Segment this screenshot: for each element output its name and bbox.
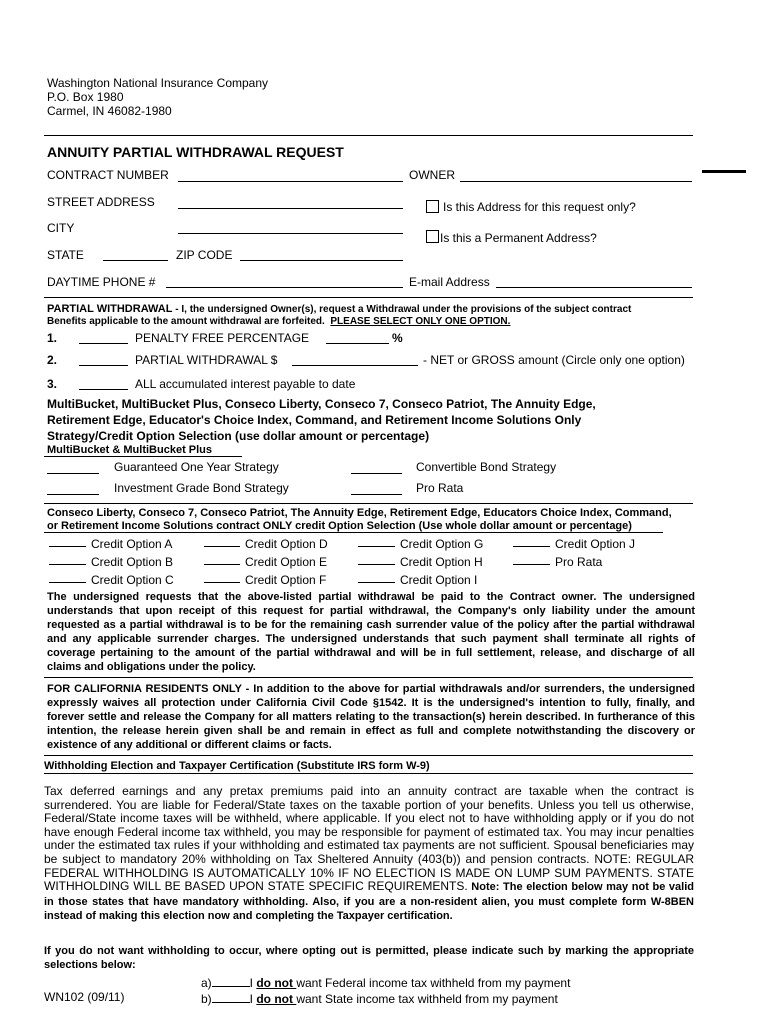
strategy-amount-field[interactable] [47, 473, 99, 474]
credit-option-field[interactable] [204, 546, 240, 547]
credit-option-field[interactable] [49, 564, 86, 565]
option-a-do-not: do not [256, 976, 297, 990]
credit-option-label: Pro Rata [555, 555, 603, 569]
company-address-line1: P.O. Box 1980 [47, 90, 124, 104]
zip-code-field[interactable] [240, 260, 403, 261]
option-a-label: a) [201, 976, 212, 990]
divider [44, 532, 663, 533]
city-label: CITY [47, 221, 75, 235]
credit-option-label: Credit Option D [245, 537, 328, 551]
page-title: ANNUITY PARTIAL WITHDRAWAL REQUEST [47, 144, 344, 160]
partial-withdrawal-text-2 [47, 316, 510, 327]
credit-option-label: Credit Option I [400, 573, 478, 587]
net-or-gross-label: - NET or GROSS amount (Circle only one option) [423, 353, 685, 367]
street-address-label: STREET ADDRESS [47, 195, 155, 209]
option-2-select-field[interactable] [79, 365, 128, 366]
strategy-label: Investment Grade Bond Strategy [114, 481, 289, 495]
permanent-address-label: Is this a Permanent Address? [440, 231, 597, 245]
company-name: Washington National Insurance Company [47, 76, 269, 90]
option-3-number: 3. [47, 377, 58, 391]
credit-option-field[interactable] [49, 582, 86, 583]
multibucket-subheading: MultiBucket & MultiBucket Plus [47, 444, 213, 456]
strategy-amount-field[interactable] [351, 494, 402, 495]
street-address-field[interactable] [178, 208, 403, 209]
strategy-label: Convertible Bond Strategy [416, 460, 557, 474]
withholding-option-a [201, 976, 570, 990]
credit-option-label: Credit Option J [555, 537, 636, 551]
conseco-heading-2: or Retirement Income Solutions contract ONLY credit Option Selection (Use whole dollar amount or percentage) [47, 520, 632, 532]
select-one-note: PLEASE SELECT ONLY ONE OPTION. [330, 316, 511, 327]
contract-number-label: CONTRACT NUMBER [47, 168, 169, 182]
city-field[interactable] [178, 233, 403, 234]
zip-code-label: ZIP CODE [176, 248, 233, 262]
strategy-label: Pro Rata [416, 481, 464, 495]
tax-note: Note: The election below may not be valid in those states that have mandatory withholding. Also, if you are a non-resident alien, you must complete form W-8BEN instead of making this election now and completing the Taxpayer certification. [44, 881, 694, 923]
credit-option-label: Credit Option G [400, 537, 484, 551]
state-opt-out-field[interactable] [212, 992, 250, 1003]
option-b-label: b) [201, 992, 212, 1006]
option-2-label: PARTIAL WITHDRAWAL $ [135, 353, 278, 367]
state-field[interactable] [103, 260, 168, 261]
option-b-do-not: do not [256, 992, 297, 1006]
partial-withdrawal-text: - I, the undersigned Owner(s), request a Withdrawal under the provisions of the subject contract [172, 304, 632, 315]
option-1-label: PENALTY FREE PERCENTAGE [135, 331, 310, 345]
credit-option-label: Credit Option C [91, 573, 174, 587]
credit-option-field[interactable] [358, 564, 395, 565]
divider [44, 135, 693, 136]
credit-option-field[interactable] [204, 564, 240, 565]
tax-paragraph [44, 785, 694, 924]
address-request-only-checkbox[interactable] [426, 200, 439, 213]
credit-option-field[interactable] [49, 546, 86, 547]
option-3-select-field[interactable] [79, 389, 128, 390]
strategy-label: Guaranteed One Year Strategy [114, 460, 279, 474]
permanent-address-checkbox[interactable] [426, 230, 439, 243]
withholding-heading: Withholding Election and Taxpayer Certification (Substitute IRS form W-9) [44, 760, 430, 772]
credit-option-field[interactable] [513, 546, 550, 547]
divider [44, 297, 693, 298]
credit-option-field[interactable] [513, 564, 550, 565]
daytime-phone-label: DAYTIME PHONE # [47, 275, 156, 289]
partial-withdrawal-heading: PARTIAL WITHDRAWAL [47, 303, 173, 315]
percent-sign: % [392, 331, 403, 345]
partial-withdrawal-amount-field[interactable] [292, 365, 418, 366]
option-b-text: want State income tax withheld from my payment [296, 992, 558, 1006]
credit-option-label: Credit Option H [400, 555, 483, 569]
undersigned-paragraph: The undersigned requests that the above-listed partial withdrawal be paid to the Contract owner. The undersigned understands that upon receipt of this request for partial withdrawal, the Company's only liability under the amount requested as a partial withdrawal is to be for the remaining cash surrender value of the policy after the partial withdrawal and any applicable surrender charges. The undersigned understands that such payment shall terminate all rights of coverage pertaining to the amount of the partial withdrawal and will be in full settlement, release, and discharge of all claims and obligations under the policy. [47, 591, 695, 673]
california-text: In addition to the above for partial withdrawals and/or surrenders, the undersigned expressly waives all protection under California Civil Code §1542. It is the undersigned's intention to fully, finally, and forever settle and release the Company for all matters relating to the transaction(s) herein described. In furtherance of this intention, the release herein given shall be and remain in effect as full and complete notwithstanding the discovery or existence of any additional or different claims or facts. [47, 683, 695, 751]
divider [44, 503, 693, 504]
divider [44, 755, 693, 756]
tax-text: Tax deferred earnings and any pretax premiums paid into an annuity contract are taxable when the contract is surrendered. You are liable for Federal/State taxes on the taxable portion of your benefits. Unless you tell us otherwise, Federal/State income taxes will be withheld, where applicable. If you elect not to have withholding apply or if you do not have enough Federal income tax withheld, you may be responsible for payment of estimated tax. You may incur penalties under the estimated tax rules if your withholding and estimated tax payments are not sufficient. Spousal beneficiaries may be subject to mandatory 20% withholding on Tax Sheltered Annuity (403(b)) and pension contracts. NOTE: REGULAR FEDERAL WITHHOLDING IS AUTOMATICALLY 10% IF NO ELECTION IS MADE ON LUMP SUM PAYMENTS. STATE WITHHOLDING WILL BE BASED UPON STATE SPECIFIC REQUIREMENTS. [44, 784, 694, 894]
divider [44, 677, 693, 678]
option-3-label: ALL accumulated interest payable to date [135, 377, 356, 391]
conseco-heading-1: Conseco Liberty, Conseco 7, Conseco Patriot, The Annuity Edge, Retirement Edge, Educators Choice Index, Command, [47, 507, 672, 519]
option-1-select-field[interactable] [79, 343, 128, 344]
option-a-prefix: I [249, 976, 257, 990]
multibucket-heading-2: Retirement Edge, Educator's Choice Index, Command, and Retirement Income Solutions Only [47, 413, 582, 427]
owner-field[interactable] [460, 181, 692, 182]
partial-withdrawal-intro [47, 303, 631, 315]
multibucket-heading-1: MultiBucket, MultiBucket Plus, Conseco Liberty, Conseco 7, Conseco Patriot, The Annuity Edge, [47, 397, 596, 411]
divider [44, 773, 693, 774]
credit-option-label: Credit Option F [245, 573, 327, 587]
credit-option-label: Credit Option E [245, 555, 328, 569]
option-2-number: 2. [47, 353, 58, 367]
multibucket-heading-3: Strategy/Credit Option Selection (use dollar amount or percentage) [47, 429, 430, 443]
option-a-text: want Federal income tax withheld from my payment [296, 976, 571, 990]
withholding-option-b [201, 992, 558, 1006]
strategy-amount-field[interactable] [47, 494, 99, 495]
form-number: WN102 (09/11) [44, 990, 125, 1004]
address-request-only-label: Is this Address for this request only? [443, 200, 636, 214]
credit-option-label: Credit Option A [91, 537, 173, 551]
divider [44, 456, 242, 457]
option-b-prefix: I [249, 992, 257, 1006]
email-field[interactable] [496, 287, 692, 288]
opt-out-paragraph: If you do not want withholding to occur, where opting out is permitted, please indicate such by marking the appropriate selections below: [44, 945, 694, 971]
state-label: STATE [47, 248, 84, 262]
california-lead: FOR CALIFORNIA RESIDENTS ONLY - [47, 683, 254, 695]
contract-number-field[interactable] [178, 181, 403, 182]
email-label: E-mail Address [409, 275, 490, 289]
credit-option-label: Credit Option B [91, 555, 174, 569]
credit-option-field[interactable] [358, 546, 395, 547]
daytime-phone-field[interactable] [166, 287, 403, 288]
strategy-amount-field[interactable] [351, 473, 402, 474]
penalty-free-percentage-field[interactable] [326, 343, 389, 344]
company-address-line2: Carmel, IN 46082-1980 [47, 104, 172, 118]
credit-option-field[interactable] [358, 582, 395, 583]
credit-option-field[interactable] [204, 582, 240, 583]
federal-opt-out-field[interactable] [212, 976, 250, 987]
margin-mark [702, 170, 746, 173]
owner-label: OWNER [409, 168, 455, 182]
california-paragraph [47, 683, 695, 753]
forfeit-note: Benefits applicable to the amount withdrawal are forfeited. [47, 316, 325, 327]
option-1-number: 1. [47, 331, 58, 345]
